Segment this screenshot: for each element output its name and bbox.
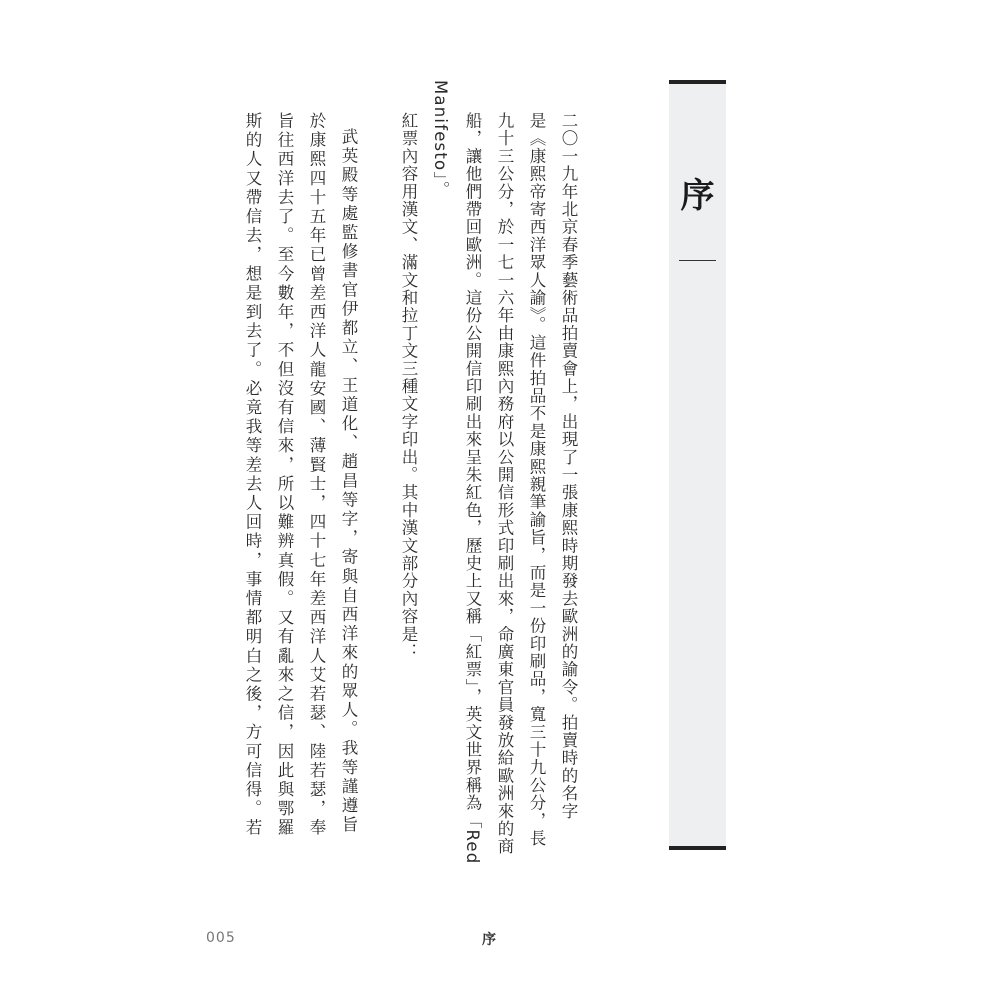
chapter-title-band <box>669 80 726 850</box>
body-line: 二〇一九年北京春季藝術品拍賣會上，出現了一張康熙時期發去歐洲的諭令。拍賣時的名字 <box>559 112 578 820</box>
quote-line: 斯的人又帶信去，想是到去了。必竟我等差去人回時，事情都明白之後，方可信得。若 <box>243 112 262 838</box>
quote-line: 旨往西洋去了。至今數年，不但沒有信來，所以難辨真假。又有亂來之信，因此與鄂羅 <box>275 112 294 838</box>
body-line: 九十三公分，於一七一六年由康熙內務府以公開信形式印刷出來，命廣東官員發放給歐洲來的商 <box>495 112 514 856</box>
chapter-title: 序 <box>680 176 715 216</box>
body-line: Manifesto」。 <box>431 80 450 199</box>
body-line: 是《康熙帝寄西洋眾人諭》。這件拍品不是康熙親筆諭旨，而是一份印刷品，寬三十九公分，長 <box>527 112 546 848</box>
title-underline <box>679 260 716 261</box>
quote-line: 於康熙四十五年已曾差西洋人龍安國、薄賢士，四十七年差西洋人艾若瑟、陸若瑟，奉 <box>307 112 326 838</box>
quote-line: 武英殿等處監修書官伊都立、王道化、趙昌等字，寄與自西洋來的眾人。我等謹遵旨 <box>339 128 358 835</box>
body-line: 船，讓他們帶回歐洲。這份公開信印刷出來呈朱紅色，歷史上又稱「紅票」，英文世界稱為「Red <box>463 112 482 865</box>
body-line: 紅票內容用漢文、滿文和拉丁文三種文字印出。其中漢文部分內容是： <box>399 112 418 661</box>
page-number: 005 <box>206 930 236 946</box>
running-title: 序 <box>482 932 496 948</box>
